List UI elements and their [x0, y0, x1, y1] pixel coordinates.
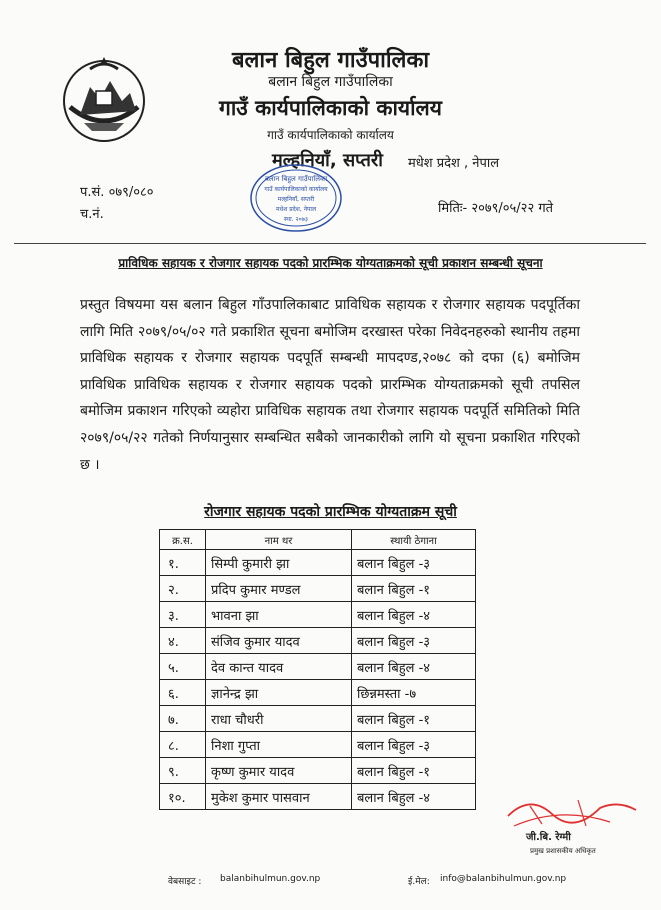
signatory-title: प्रमुख प्रशासकीय अधिकृत — [530, 847, 596, 855]
name-cell: सिम्पी कुमारी झा — [206, 550, 352, 576]
serial-cell: ६. — [160, 680, 206, 706]
office-name: बलान बिहुल गाउँपालिका — [231, 48, 430, 73]
column-header-address: स्थायी ठेगाना — [352, 530, 476, 550]
address-cell: बलान बिहुल -३ — [352, 732, 476, 758]
name-cell: देव कान्त यादव — [206, 654, 352, 680]
table-row — [160, 706, 476, 732]
name-cell: संजिव कुमार यादव — [206, 628, 352, 654]
name-cell: निशा गुप्ता — [206, 732, 352, 758]
email-label: ई.मेल: — [408, 877, 430, 887]
table-row — [160, 628, 476, 654]
serial-cell: १. — [160, 550, 206, 576]
stamp-line: स्था. २०७३ — [284, 216, 308, 223]
table-row — [160, 602, 476, 628]
notice-subject: प्राविधिक सहायक र रोजगार सहायक पदको प्रारम्भिक योग्यताक्रमको सूची प्रकाशन सम्बन्धी सूचना — [118, 256, 543, 270]
address-cell: बलान बिहुल -४ — [352, 784, 476, 810]
header-divider — [14, 243, 646, 244]
letter-date: मितिः- २०७९/०५/२२ गते — [438, 201, 554, 216]
dispatch-number: च.नं. — [80, 207, 104, 222]
stamp-line: मल्हनियाँ, सप्तरी — [277, 196, 315, 203]
office-name-script: बलान बिहुल गाउँपालिका — [268, 74, 393, 90]
website-link[interactable]: balanbihulmun.gov.np — [220, 874, 321, 884]
table-title: रोजगार सहायक पदको प्रारम्भिक योग्यताक्रम सूची — [204, 504, 457, 520]
address-cell: बलान बिहुल -४ — [352, 602, 476, 628]
name-cell: प्रदिप कुमार मण्डल — [206, 576, 352, 602]
signature-block — [490, 786, 650, 856]
table-row — [160, 758, 476, 784]
province-country: मधेश प्रदेश , नेपाल — [408, 156, 500, 171]
office-location: मल्हनियाँ, सप्तरी — [272, 150, 383, 171]
name-cell: भावना झा — [206, 602, 352, 628]
serial-cell: ७. — [160, 706, 206, 732]
stamp-line: गाउँ कार्यपालिकाको कार्यालय — [264, 186, 328, 193]
address-cell: बलान बिहुल -३ — [352, 628, 476, 654]
email-link[interactable]: info@balanbihulmun.gov.np — [440, 874, 567, 884]
address-cell: छिन्नमस्ता -७ — [352, 680, 476, 706]
executive-office-script: गाउँ कार्यपालिकाको कार्यालय — [267, 128, 394, 142]
serial-cell: ५. — [160, 654, 206, 680]
serial-cell: ८. — [160, 732, 206, 758]
serial-cell: १०. — [160, 784, 206, 810]
address-cell: बलान बिहुल -१ — [352, 706, 476, 732]
name-cell: कृष्ण कुमार यादव — [206, 758, 352, 784]
address-cell: बलान बिहुल -३ — [352, 550, 476, 576]
notice-body: प्रस्तुत विषयमा यस बलान बिहुल गाँउपालिकाबाट प्राविधिक सहायक र रोजगार सहायक पदपूर्तिका लागि मिति २०७९/०५/०२ गते प्रकाशित सूचना बमोजिम दरखास्त परेका निवेदनहरुको स्थानीय तहमा प्राविधिक सहायक र रोजगार सहायक पदपूर्ति सम्बन्धी मापदण्ड,२०७८ को दफा (६) बमोजिम प्राविधिक प्राविधिक सहायक र रोजगार सहायक पदको प्रारम्भिक योग्यताक्रमको सूची तपसिल बमोजिम प्रकाशन गरिएको व्यहोरा प्राविधिक सहायक तथा रोजगार सहायक पदपूर्ति समितिको मिति २०७९/०५/२२ गतेको निर्णयानुसार सम्बन्धित सबैको जानकारीको लागि यो सूचना प्रकाशित गरिएको छ । — [80, 297, 580, 473]
address-cell: बलान बिहुल -४ — [352, 654, 476, 680]
office-stamp — [248, 162, 344, 234]
table-row — [160, 576, 476, 602]
table-row — [160, 550, 476, 576]
website-label: वेबसाइट : — [168, 877, 202, 887]
stamp-line: मधेश प्रदेश, नेपाल — [275, 206, 317, 213]
name-cell: मुकेश कुमार पासवान — [206, 784, 352, 810]
name-cell: ज्ञानेन्द्र झा — [206, 680, 352, 706]
table-row — [160, 680, 476, 706]
address-cell: बलान बिहुल -१ — [352, 576, 476, 602]
table-row — [160, 784, 476, 810]
serial-cell: ४. — [160, 628, 206, 654]
table-row — [160, 654, 476, 680]
address-cell: बलान बिहुल -१ — [352, 758, 476, 784]
column-header-name: नाम थर — [206, 530, 352, 550]
executive-office-title: गाउँ कार्यपालिकाको कार्यालय — [219, 96, 442, 120]
stamp-line: बलान बिहुल गाउँपालिका — [264, 175, 328, 183]
serial-cell: ३. — [160, 602, 206, 628]
table-row — [160, 732, 476, 758]
name-cell: राधा चौधरी — [206, 706, 352, 732]
fiscal-year: प.सं. ०७९/०८० — [80, 185, 154, 200]
table-header-row — [160, 530, 476, 550]
column-header-serial: क्र.स. — [160, 530, 206, 550]
signatory-name: जी.बि. रेग्मी — [526, 832, 571, 843]
merit-list-table — [159, 529, 476, 810]
serial-cell: ९. — [160, 758, 206, 784]
serial-cell: २. — [160, 576, 206, 602]
